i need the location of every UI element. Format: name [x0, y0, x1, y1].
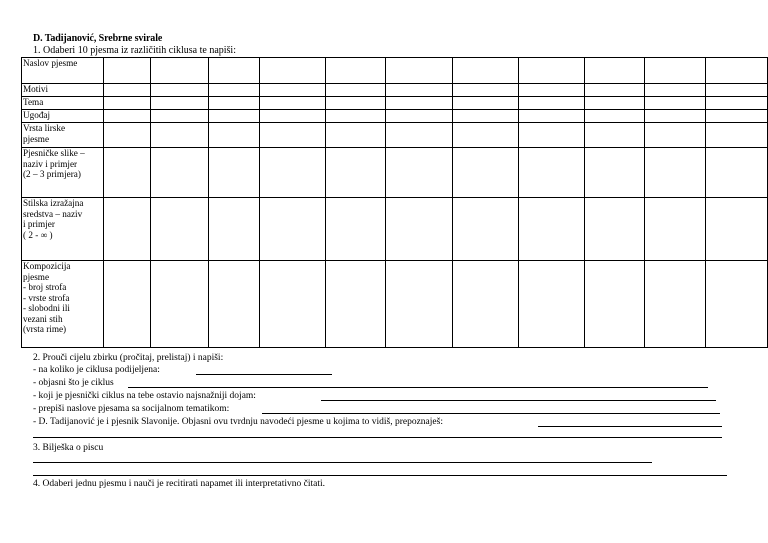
row-label: Pjesničke slike – naziv i primjer (2 – 3 primjera) — [22, 148, 104, 198]
answer-cell[interactable] — [452, 110, 518, 123]
answer-cell[interactable] — [452, 261, 518, 348]
answer-cell[interactable] — [151, 58, 209, 84]
table-row — [22, 97, 768, 110]
table-row — [22, 123, 768, 148]
answer-cell[interactable] — [259, 97, 325, 110]
answer-cell[interactable] — [325, 97, 386, 110]
answer-cell[interactable] — [518, 84, 584, 97]
task-2-item-social-poems: - prepiši naslove pjesama sa socijalnom tematikom: — [33, 404, 230, 414]
task-1-instruction: 1. Odaberi 10 pjesma iz različitih ciklusa te napiši: — [33, 45, 236, 56]
answer-cell[interactable] — [644, 198, 706, 261]
answer-cell[interactable] — [209, 261, 259, 348]
table-row — [22, 110, 768, 123]
answer-cell[interactable] — [706, 198, 768, 261]
worksheet-title: D. Tadijanović, Srebrne svirale — [33, 33, 163, 44]
answer-line[interactable] — [33, 475, 727, 476]
answer-cell[interactable] — [518, 261, 584, 348]
answer-cell[interactable] — [259, 110, 325, 123]
answer-cell[interactable] — [706, 58, 768, 84]
table-row — [22, 198, 768, 261]
answer-cell[interactable] — [452, 148, 518, 198]
row-label: Motivi — [22, 84, 104, 97]
answer-cell[interactable] — [585, 123, 645, 148]
answer-cell[interactable] — [518, 148, 584, 198]
answer-cell[interactable] — [644, 148, 706, 198]
answer-cell[interactable] — [386, 261, 452, 348]
answer-cell[interactable] — [644, 84, 706, 97]
answer-line[interactable] — [262, 413, 720, 414]
poem-analysis-table — [21, 57, 768, 348]
answer-cell[interactable] — [103, 148, 151, 198]
answer-cell[interactable] — [259, 198, 325, 261]
table-row — [22, 58, 768, 84]
answer-cell[interactable] — [644, 261, 706, 348]
answer-line[interactable] — [538, 426, 722, 427]
row-label: Vrsta lirske pjesme — [22, 123, 104, 148]
answer-cell[interactable] — [644, 58, 706, 84]
row-label: Naslov pjesme — [22, 58, 104, 84]
row-label: Ugođaj — [22, 110, 104, 123]
answer-cell[interactable] — [325, 110, 386, 123]
task-2-item-chapters: - na koliko je ciklusa podijeljena: — [33, 365, 160, 375]
task-2-item-cycle: - objasni što je ciklus — [33, 378, 114, 388]
answer-cell[interactable] — [452, 84, 518, 97]
answer-cell[interactable] — [209, 110, 259, 123]
row-label: Tema — [22, 97, 104, 110]
answer-cell[interactable] — [518, 198, 584, 261]
answer-cell[interactable] — [386, 58, 452, 84]
answer-cell[interactable] — [585, 97, 645, 110]
answer-cell[interactable] — [209, 84, 259, 97]
answer-cell[interactable] — [644, 97, 706, 110]
answer-cell[interactable] — [259, 261, 325, 348]
answer-cell[interactable] — [386, 110, 452, 123]
answer-cell[interactable] — [585, 198, 645, 261]
answer-line[interactable] — [33, 462, 652, 463]
answer-cell[interactable] — [103, 58, 151, 84]
answer-cell[interactable] — [209, 198, 259, 261]
answer-cell[interactable] — [706, 261, 768, 348]
answer-cell[interactable] — [518, 110, 584, 123]
answer-cell[interactable] — [452, 58, 518, 84]
answer-cell[interactable] — [585, 261, 645, 348]
answer-cell[interactable] — [386, 198, 452, 261]
row-label: Stilska izražajna sredstva – naziv i primjer ( 2 - ∞ ) — [22, 198, 104, 261]
answer-cell[interactable] — [585, 110, 645, 123]
answer-cell[interactable] — [209, 58, 259, 84]
answer-cell[interactable] — [644, 110, 706, 123]
answer-cell[interactable] — [325, 261, 386, 348]
answer-cell[interactable] — [706, 123, 768, 148]
answer-cell[interactable] — [386, 97, 452, 110]
task-2-item-slavonia: - D. Tadijanović je i pjesnik Slavonije. Objasni ovu tvrdnju navodeći pjesme u kojima to vidiš, prepoznaješ: — [33, 417, 443, 427]
answer-cell[interactable] — [325, 148, 386, 198]
answer-cell[interactable] — [103, 110, 151, 123]
answer-cell[interactable] — [151, 261, 209, 348]
table-row — [22, 261, 768, 348]
answer-cell[interactable] — [452, 123, 518, 148]
answer-cell[interactable] — [706, 110, 768, 123]
answer-cell[interactable] — [151, 198, 209, 261]
answer-cell[interactable] — [151, 123, 209, 148]
answer-cell[interactable] — [259, 58, 325, 84]
answer-cell[interactable] — [585, 84, 645, 97]
task-2-heading: 2. Prouči cijelu zbirku (pročitaj, prelistaj) i napiši: — [33, 353, 224, 363]
answer-cell[interactable] — [103, 123, 151, 148]
answer-cell[interactable] — [585, 148, 645, 198]
answer-cell[interactable] — [452, 198, 518, 261]
answer-cell[interactable] — [452, 97, 518, 110]
row-label: Kompozicija pjesme - broj strofa - vrste strofa - slobodni ili vezani stih (vrsta rime) — [22, 261, 104, 348]
answer-cell[interactable] — [644, 123, 706, 148]
answer-cell[interactable] — [209, 97, 259, 110]
answer-cell[interactable] — [151, 110, 209, 123]
answer-cell[interactable] — [209, 123, 259, 148]
answer-cell[interactable] — [706, 148, 768, 198]
answer-cell[interactable] — [585, 58, 645, 84]
task-2-item-impression: - koji je pjesnički ciklus na tebe ostavio najsnažniji dojam: — [33, 391, 256, 401]
answer-cell[interactable] — [103, 84, 151, 97]
answer-line[interactable] — [196, 374, 332, 375]
answer-cell[interactable] — [325, 123, 386, 148]
answer-cell[interactable] — [706, 97, 768, 110]
answer-cell[interactable] — [386, 84, 452, 97]
answer-cell[interactable] — [518, 97, 584, 110]
answer-cell[interactable] — [518, 123, 584, 148]
table-row — [22, 148, 768, 198]
answer-cell[interactable] — [103, 198, 151, 261]
answer-cell[interactable] — [386, 123, 452, 148]
answer-cell[interactable] — [706, 84, 768, 97]
answer-line[interactable] — [321, 400, 716, 401]
answer-cell[interactable] — [259, 123, 325, 148]
answer-cell[interactable] — [151, 97, 209, 110]
answer-cell[interactable] — [151, 148, 209, 198]
answer-cell[interactable] — [259, 148, 325, 198]
answer-cell[interactable] — [103, 261, 151, 348]
answer-cell[interactable] — [518, 58, 584, 84]
answer-cell[interactable] — [151, 84, 209, 97]
answer-cell[interactable] — [103, 97, 151, 110]
answer-line[interactable] — [33, 437, 722, 438]
answer-cell[interactable] — [325, 198, 386, 261]
answer-cell[interactable] — [259, 84, 325, 97]
answer-cell[interactable] — [325, 84, 386, 97]
answer-cell[interactable] — [386, 148, 452, 198]
answer-cell[interactable] — [209, 148, 259, 198]
table-row — [22, 84, 768, 97]
task-4-heading: 4. Odaberi jednu pjesmu i nauči je recitirati napamet ili interpretativno čitati. — [33, 479, 326, 489]
task-3-heading: 3. Bilješka o piscu — [33, 443, 104, 453]
answer-cell[interactable] — [325, 58, 386, 84]
answer-line[interactable] — [128, 387, 708, 388]
